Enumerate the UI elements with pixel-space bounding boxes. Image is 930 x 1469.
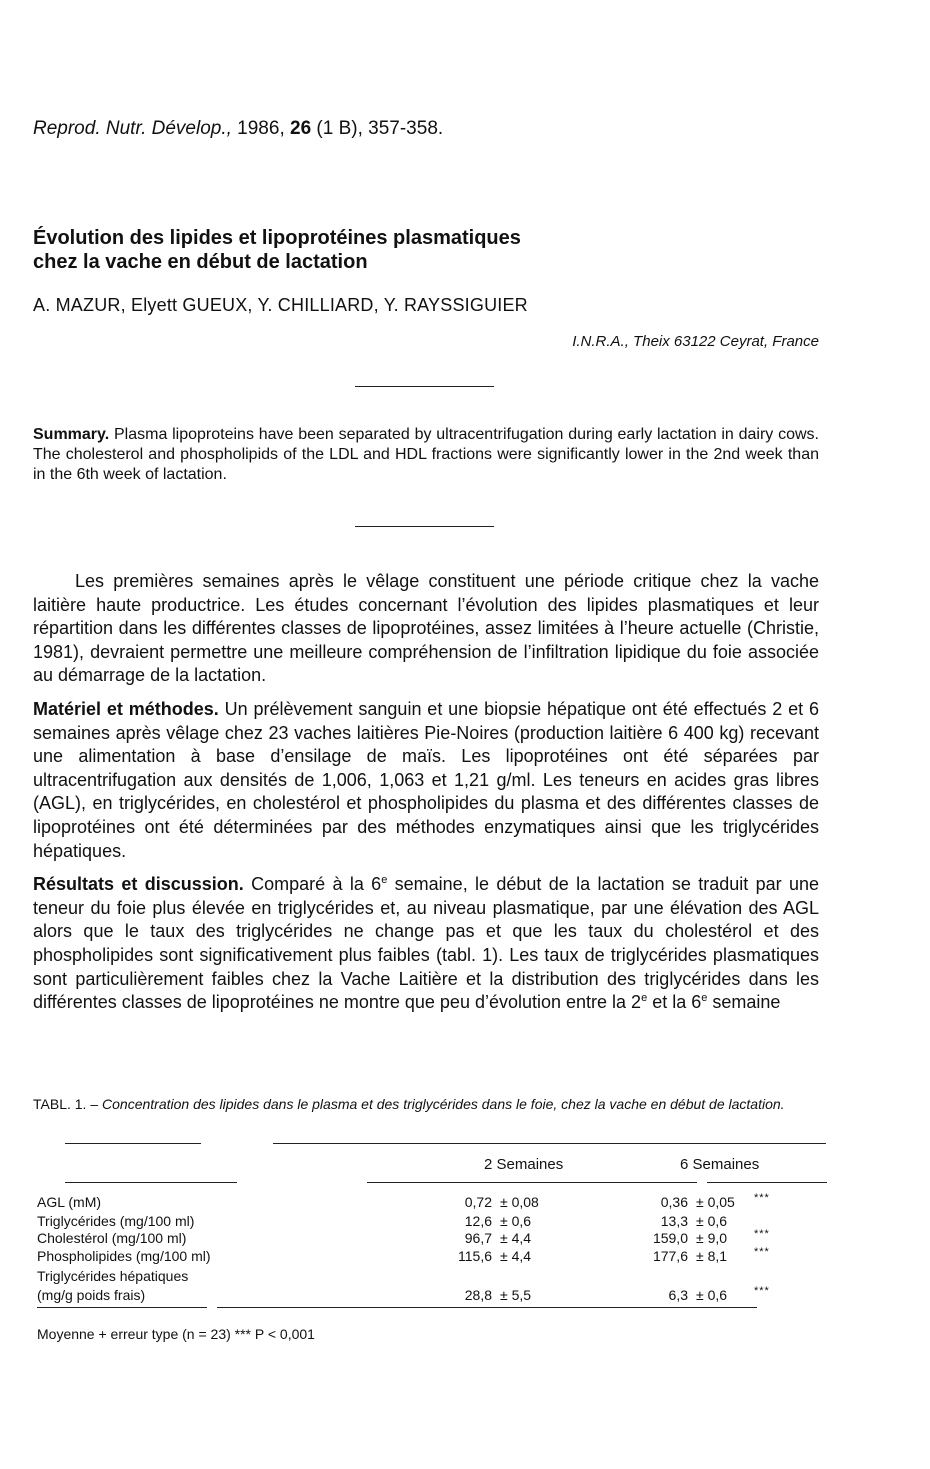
table-row	[37, 1287, 827, 1304]
mean-2-weeks: 96,7	[464, 1230, 492, 1246]
mean-2-weeks: 0,72	[464, 1194, 492, 1210]
citation-volume: 26	[290, 118, 312, 139]
row-label: Phospholipides (mg/100 ml)	[37, 1248, 211, 1264]
affiliation: I.N.R.A., Theix 63122 Ceyrat, France	[572, 333, 819, 350]
se-2-weeks: ± 0,6	[500, 1213, 532, 1229]
citation-issue: (1 B),	[316, 118, 363, 139]
table-rule-mid-center	[367, 1182, 697, 1183]
table-dash: –	[90, 1096, 99, 1112]
methods-lead: Matériel et méthodes.	[33, 698, 219, 719]
row-label: Triglycérides hépatiques	[37, 1268, 189, 1284]
table-caption-text: Concentration des lipides dans le plasma et des triglycérides dans le foie, chez la vache en début de lactation.	[102, 1096, 785, 1112]
se-6-weeks: ± 0,05	[696, 1194, 735, 1210]
mean-2-weeks: 28,8	[464, 1287, 492, 1303]
summary-lead: Summary.	[33, 426, 110, 443]
results-sup-2: e	[641, 992, 648, 1005]
table-row	[37, 1268, 827, 1285]
row-label: AGL (mM)	[37, 1194, 102, 1210]
title-line-1: Évolution des lipides et lipoprotéines plasmatiques	[33, 227, 521, 249]
table-rule-bottom-left	[37, 1307, 207, 1308]
row-label: (mg/g poids frais)	[37, 1287, 146, 1303]
results-text-2: semaine, le début de la lactation se traduit par une teneur du foie plus élevée en triglycérides et, au niveau plasmatique, par une élévation des AGL alors que le taux des triglycérides ne change pas et que les taux du cholestérol et des phospholipides sont significativement plus faibles (tabl. 1). Les taux de triglycérides plasmatiques sont particulièrement faibles chez la Vache Laitière et la distribution des triglycérides dans les différentes classes de lipoprotéines ne montre que peu d’évolution entre la 2	[33, 874, 819, 1013]
table-row	[37, 1213, 827, 1230]
methods-paragraph	[33, 698, 819, 863]
column-header-2-weeks: 2 Semaines	[484, 1156, 564, 1173]
table-row	[37, 1230, 827, 1247]
journal-citation	[33, 118, 443, 140]
mean-6-weeks: 159,0	[652, 1230, 688, 1246]
se-2-weeks: ± 0,08	[500, 1194, 539, 1210]
mean-2-weeks: 115,6	[458, 1248, 492, 1264]
title-line-2: chez la vache en début de lactation	[33, 251, 368, 273]
results-text-3: et la 6	[647, 992, 702, 1013]
results-lead: Résultats et discussion.	[33, 874, 244, 895]
se-6-weeks: ± 0,6	[696, 1213, 728, 1229]
mean-6-weeks: 177,6	[652, 1248, 688, 1264]
body-text	[33, 570, 819, 1025]
row-label: Cholestérol (mg/100 ml)	[37, 1230, 187, 1246]
citation-year: 1986,	[237, 118, 285, 139]
significance: ***	[754, 1192, 770, 1204]
table-footnote: Moyenne + erreur type (n = 23) *** P < 0,001	[37, 1326, 315, 1342]
results-sup-1: e	[381, 874, 388, 887]
table-rule-mid-right	[707, 1182, 827, 1183]
summary-text: Plasma lipoproteins have been separated by ultracentrifugation during early lactation in dairy cows. The cholesterol and phospholipids of the LDL and HDL fractions were significantly lower in the 2nd week than in the 6th week of lactation.	[33, 426, 819, 483]
citation-pages: 357-358.	[368, 118, 444, 139]
mean-6-weeks: 0,36	[660, 1194, 688, 1210]
se-2-weeks: ± 5,5	[500, 1287, 532, 1303]
table-rule-mid-left	[65, 1182, 237, 1183]
se-6-weeks: ± 8,1	[696, 1248, 728, 1264]
significance: ***	[754, 1246, 770, 1258]
mean-6-weeks: 13,3	[660, 1213, 688, 1229]
se-6-weeks: ± 0,6	[696, 1287, 728, 1303]
results-paragraph	[33, 873, 819, 1015]
table-label: TABL. 1.	[33, 1096, 87, 1112]
divider-bottom	[355, 526, 494, 527]
results-text-4: semaine	[707, 992, 781, 1013]
column-header-6-weeks: 6 Semaines	[680, 1156, 760, 1173]
methods-text: Un prélèvement sanguin et une biopsie hépatique ont été effectués 2 et 6 semaines après vêlage chez 23 vaches laitières Pie-Noires (production laitière 6 400 kg) recevant une alimentation à base d’ensilage de maïs. Les lipoprotéines ont été séparées par ultracentrifugation aux densités de 1,006, 1,063 et 1,21 g/ml. Les teneurs en acides gras libres (AGL), en triglycérides, en cholestérol et phospholipides du plasma et des différentes classes de lipoprotéines ont été déterminées par des méthodes enzymatiques ainsi que les triglycérides hépatiques.	[33, 698, 819, 861]
se-2-weeks: ± 4,4	[500, 1248, 532, 1264]
significance: ***	[754, 1285, 770, 1297]
table-rule-top-left	[65, 1143, 201, 1144]
journal-name: Reprod. Nutr. Dévelop.,	[33, 118, 232, 139]
row-label: Triglycérides (mg/100 ml)	[37, 1213, 195, 1229]
results-sup-3: e	[701, 992, 708, 1005]
se-6-weeks: ± 9,0	[696, 1230, 728, 1246]
table-rule-top-right	[273, 1143, 826, 1144]
article-title	[33, 226, 793, 274]
table-row	[37, 1194, 827, 1211]
results-text-1: Comparé à la 6	[251, 874, 382, 895]
intro-paragraph: Les premières semaines après le vêlage constituent une période critique chez la vache laitière haute productrice. Les études concernant l’évolution des lipides plasmatiques et leur répartition dans les différentes classes de lipoprotéines, assez limitées à l’heure actuelle (Christie, 1981), devraient permettre une meilleure compréhension de l’infiltration lipidique du foie associée au démarrage de la lactation.	[33, 571, 819, 686]
mean-2-weeks: 12,6	[464, 1213, 492, 1229]
divider-top	[355, 386, 494, 387]
table-caption	[33, 1096, 819, 1113]
mean-6-weeks: 6,3	[668, 1287, 688, 1303]
table-rule-bottom-right	[217, 1307, 757, 1308]
significance: ***	[754, 1228, 770, 1240]
summary	[33, 425, 819, 485]
se-2-weeks: ± 4,4	[500, 1230, 532, 1246]
authors: A. MAZUR, Elyett GUEUX, Y. CHILLIARD, Y. RAYSSIGUIER	[33, 295, 528, 315]
table-row	[37, 1248, 827, 1265]
